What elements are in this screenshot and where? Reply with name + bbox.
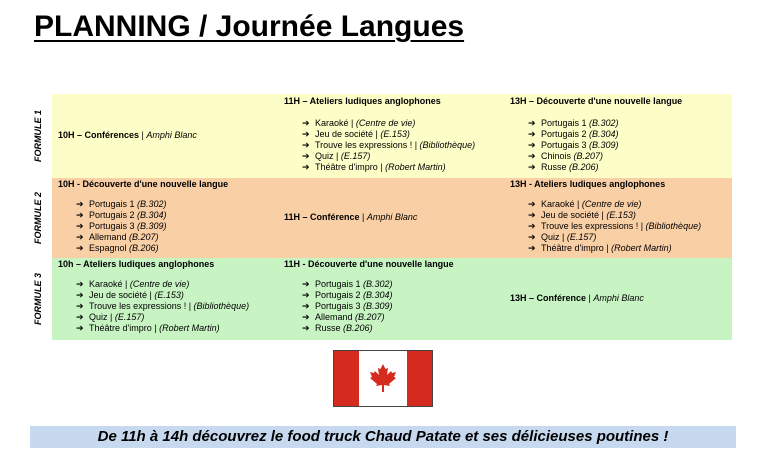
arrow-icon: ➔: [302, 119, 310, 129]
session-heading: 13H – Découverte d'une nouvelle langue: [510, 96, 683, 106]
workshop-location: (B.206): [343, 323, 373, 333]
session-cell: [58, 178, 283, 258]
conference-place: Amphi Blanc: [366, 212, 418, 222]
workshop-location: (B.309): [363, 301, 393, 311]
list-item: [302, 140, 475, 151]
session-heading: 10h – Ateliers ludiques anglophones: [58, 259, 215, 269]
workshop-location: (Centre de vie): [129, 279, 190, 289]
arrow-icon: ➔: [76, 244, 84, 254]
workshop-location: (B.304): [589, 129, 619, 139]
workshop-location: (B.309): [137, 221, 167, 231]
workshop-name: Portugais 2: [541, 129, 590, 139]
list-item: [302, 312, 393, 323]
list-item: [76, 290, 249, 301]
arrow-icon: ➔: [76, 222, 84, 232]
workshop-location: (E.157): [114, 312, 145, 322]
arrow-icon: ➔: [76, 200, 84, 210]
workshop-name: Trouve les expressions ! |: [89, 301, 194, 311]
list-item: [302, 323, 393, 334]
session-cell: [510, 178, 730, 258]
formula-row-3: [33, 258, 732, 340]
workshop-name: Russe: [541, 162, 570, 172]
workshop-name: Portugais 1: [89, 199, 138, 209]
workshop-location: (Robert Martin): [385, 162, 446, 172]
workshop-name: Jeu de société |: [315, 129, 381, 139]
workshop-location: (Robert Martin): [611, 243, 672, 253]
session-heading: 13H - Ateliers ludiques anglophones: [510, 179, 666, 189]
arrow-icon: ➔: [302, 313, 310, 323]
list-item: [528, 232, 701, 243]
formula-label-text: FORMULE 1: [33, 109, 43, 163]
arrow-icon: ➔: [76, 313, 84, 323]
arrow-icon: ➔: [302, 152, 310, 162]
workshop-name: Chinois: [541, 151, 574, 161]
workshop-location: (E.153): [606, 210, 636, 220]
arrow-icon: ➔: [76, 302, 84, 312]
workshop-list: [76, 199, 167, 254]
formula-label: [28, 94, 48, 178]
workshop-name: Théâtre d'impro |: [89, 323, 160, 333]
arrow-icon: ➔: [528, 141, 536, 151]
conference-place: Amphi Blanc: [593, 293, 644, 303]
conference-time: 13H – Conférence: [510, 293, 587, 303]
formula-label: [28, 258, 48, 340]
planning-table: [33, 94, 732, 340]
list-item: [302, 290, 393, 301]
session-cell: [510, 94, 730, 178]
arrow-icon: ➔: [76, 324, 84, 334]
list-item: [528, 151, 619, 162]
workshop-location: (B.207): [129, 232, 159, 242]
workshop-location: (Bibliothèque): [419, 140, 476, 150]
arrow-icon: ➔: [302, 291, 310, 301]
arrow-icon: ➔: [302, 141, 310, 151]
arrow-icon: ➔: [528, 211, 536, 221]
arrow-icon: ➔: [76, 211, 84, 221]
workshop-list: [528, 118, 619, 173]
session-cell: [284, 94, 509, 178]
list-item: [528, 162, 619, 173]
workshop-name: Trouve les expressions ! |: [541, 221, 646, 231]
workshop-name: Jeu de société |: [541, 210, 607, 220]
maple-leaf-icon: [370, 364, 396, 392]
workshop-name: Quiz |: [315, 151, 341, 161]
workshop-location: (B.302): [137, 199, 167, 209]
conference-time: 11H – Conférence: [284, 212, 360, 222]
list-item: [528, 221, 701, 232]
session-cell: [58, 94, 283, 178]
conference-time: 10H – Conférences: [58, 130, 140, 140]
workshop-name: Portugais 2: [315, 290, 364, 300]
list-item: [528, 118, 619, 129]
workshop-location: (E.157): [566, 232, 597, 242]
workshop-name: Quiz |: [541, 232, 567, 242]
arrow-icon: ➔: [76, 291, 84, 301]
list-item: [528, 243, 701, 254]
workshop-location: (B.302): [589, 118, 619, 128]
list-item: [302, 129, 475, 140]
list-item: [302, 301, 393, 312]
workshop-name: Quiz |: [89, 312, 115, 322]
workshop-name: Théâtre d'impro |: [315, 162, 386, 172]
formula-label-text: FORMULE 3: [33, 272, 43, 326]
workshop-name: Portugais 1: [315, 279, 364, 289]
arrow-icon: ➔: [302, 324, 310, 334]
arrow-icon: ➔: [528, 200, 536, 210]
workshop-location: (Robert Martin): [159, 323, 220, 333]
workshop-name: Karaoké |: [315, 118, 356, 128]
workshop-name: Portugais 3: [89, 221, 138, 231]
workshop-location: (B.304): [363, 290, 393, 300]
list-item: [76, 232, 167, 243]
arrow-icon: ➔: [528, 163, 536, 173]
formula-label: [28, 178, 48, 258]
flag-right-bar: [407, 351, 432, 406]
workshop-location: (B.304): [137, 210, 167, 220]
arrow-icon: ➔: [528, 130, 536, 140]
arrow-icon: ➔: [302, 163, 310, 173]
workshop-location: (Centre de vie): [355, 118, 416, 128]
session-cell: [58, 258, 283, 340]
list-item: [302, 279, 393, 290]
workshop-name: Jeu de société |: [89, 290, 155, 300]
list-item: [76, 210, 167, 221]
list-item: [76, 221, 167, 232]
list-item: [302, 118, 475, 129]
session-heading: 11H - Découverte d'une nouvelle langue: [284, 259, 454, 269]
separator: |: [586, 293, 594, 303]
workshop-location: (B.302): [363, 279, 393, 289]
list-item: [76, 323, 249, 334]
workshop-list: [302, 279, 393, 334]
list-item: [528, 199, 701, 210]
workshop-location: (E.153): [380, 129, 410, 139]
arrow-icon: ➔: [528, 233, 536, 243]
list-item: [76, 243, 167, 254]
conference-entry: [510, 293, 644, 304]
workshop-list: [528, 199, 701, 254]
workshop-location: (B.207): [573, 151, 604, 161]
workshop-location: (E.153): [154, 290, 184, 300]
workshop-name: Portugais 3: [541, 140, 590, 150]
formula-row-2: [33, 178, 732, 258]
session-cell: [284, 258, 509, 340]
workshop-name: Théâtre d'impro |: [541, 243, 612, 253]
arrow-icon: ➔: [302, 130, 310, 140]
workshop-location: (Centre de vie): [581, 199, 642, 209]
workshop-name: Karaoké |: [89, 279, 130, 289]
canada-flag-icon: [333, 350, 433, 407]
list-item: [302, 162, 475, 173]
arrow-icon: ➔: [76, 233, 84, 243]
list-item: [528, 140, 619, 151]
workshop-location: (B.309): [589, 140, 619, 150]
arrow-icon: ➔: [302, 302, 310, 312]
conference-place: Amphi Blanc: [146, 130, 197, 140]
workshop-name: Espagnol: [89, 243, 130, 253]
workshop-location: (B.206): [129, 243, 159, 253]
session-cell: [284, 178, 509, 258]
list-item: [76, 199, 167, 210]
separator: |: [139, 130, 147, 140]
workshop-name: Karaoké |: [541, 199, 582, 209]
conference-entry: [58, 130, 197, 141]
workshop-name: Allemand: [315, 312, 356, 322]
page-title: PLANNING / Journée Langues: [34, 10, 465, 43]
workshop-list: [76, 279, 249, 334]
arrow-icon: ➔: [528, 119, 536, 129]
list-item: [302, 151, 475, 162]
food-truck-banner: De 11h à 14h découvrez le food truck Chaud Patate et ses délicieuses poutines !: [30, 426, 736, 448]
workshop-name: Portugais 2: [89, 210, 138, 220]
separator: |: [359, 212, 367, 222]
arrow-icon: ➔: [528, 222, 536, 232]
list-item: [76, 279, 249, 290]
flag-left-bar: [334, 351, 359, 406]
workshop-location: (B.206): [569, 162, 599, 172]
session-cell: [510, 258, 730, 340]
conference-entry: [284, 212, 417, 223]
formula-row-1: [33, 94, 732, 178]
workshop-name: Portugais 3: [315, 301, 364, 311]
arrow-icon: ➔: [302, 280, 310, 290]
workshop-name: Allemand: [89, 232, 130, 242]
list-item: [76, 301, 249, 312]
workshop-location: (B.207): [355, 312, 385, 322]
workshop-name: Trouve les expressions ! |: [315, 140, 420, 150]
list-item: [76, 312, 249, 323]
workshop-name: Portugais 1: [541, 118, 590, 128]
workshop-list: [302, 118, 475, 173]
arrow-icon: ➔: [76, 280, 84, 290]
list-item: [528, 210, 701, 221]
arrow-icon: ➔: [528, 244, 536, 254]
formula-label-text: FORMULE 2: [33, 191, 43, 245]
session-heading: 11H – Ateliers ludiques anglophones: [284, 96, 441, 106]
arrow-icon: ➔: [528, 152, 536, 162]
list-item: [528, 129, 619, 140]
session-heading: 10H - Découverte d'une nouvelle langue: [58, 179, 229, 189]
workshop-name: Russe: [315, 323, 344, 333]
workshop-location: (Bibliothèque): [645, 221, 702, 231]
workshop-location: (E.157): [340, 151, 371, 161]
workshop-location: (Bibliothèque): [193, 301, 250, 311]
